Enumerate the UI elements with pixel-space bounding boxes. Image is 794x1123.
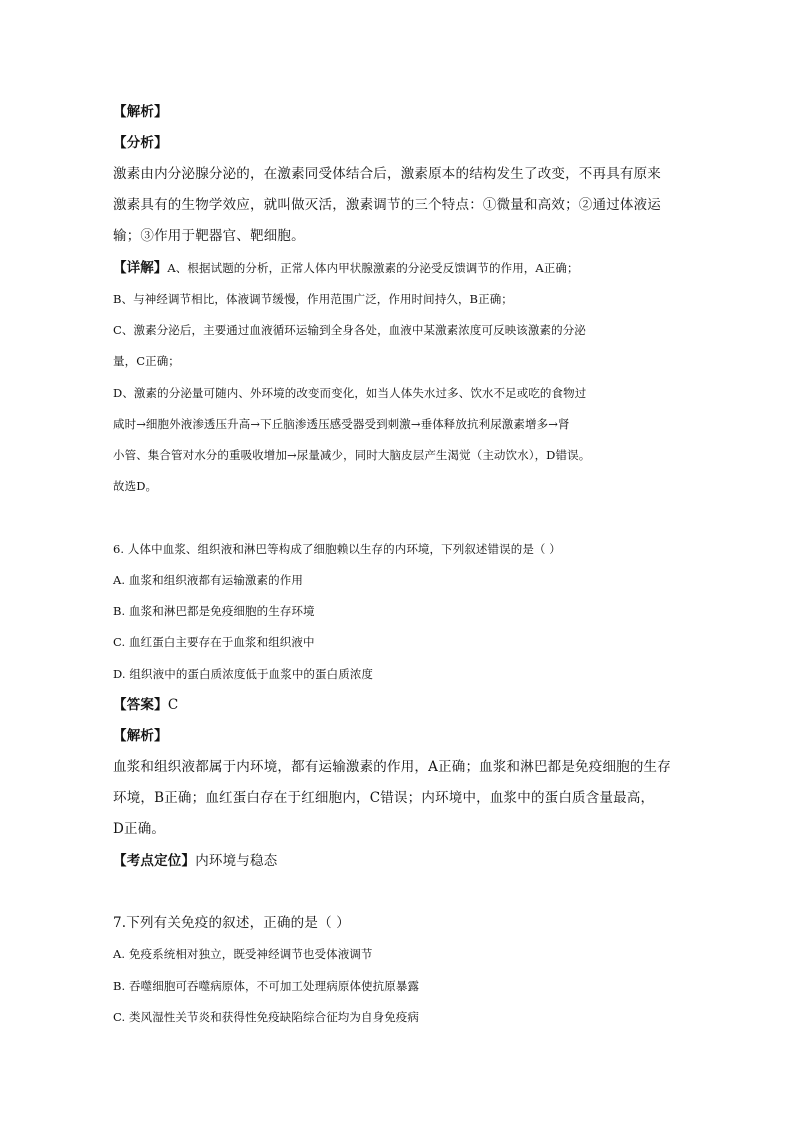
- xiangjie-label: 【详解】: [113, 260, 168, 276]
- q7-option-b: B. 吞噬细胞可吞噬病原体，不可加工处理病原体使抗原暴露: [113, 979, 420, 993]
- q6-jiexi-line-2: 环境，B正确；血红蛋白存在于红细胞内，C错误；内环境中，血浆中的蛋白质含量最高，: [113, 790, 655, 806]
- q6-jiexi-line-3: D正确。: [113, 821, 166, 837]
- xiangjie-a: A、根据试题的分析，正常人体内甲状腺激素的分泌受反馈调节的作用，A正确；: [167, 261, 579, 275]
- conclusion: 故选D。: [113, 479, 158, 493]
- q6-answer: [113, 695, 178, 715]
- fenxi-label: 【分析】: [113, 135, 168, 151]
- xiangjie-line: [113, 258, 579, 278]
- fenxi-line-1: 激素由内分泌腺分泌的，在激素同受体结合后，激素原本的结构发生了改变，不再具有原来: [113, 166, 661, 182]
- q6-jiexi-line-1: 血浆和组织液都属于内环境，都有运输激素的作用，A正确；血浆和淋巴都是免疫细胞的生存: [113, 759, 671, 775]
- detail-d-line-2: 咸时→细胞外液渗透压升高→下丘脑渗透压感受器受到刺激→垂体释放抗利尿激素增多→肾: [113, 417, 570, 431]
- q6-jiexi-label: 【解析】: [113, 728, 168, 744]
- q6-kaodian-label: 【考点定位】: [113, 853, 196, 869]
- q6-option-a: A. 血浆和组织液都有运输激素的作用: [113, 573, 303, 587]
- q6-option-d: D. 组织液中的蛋白质浓度低于血浆中的蛋白质浓度: [113, 667, 374, 681]
- detail-c-line-1: C、激素分泌后，主要通过血液循环运输到全身各处，血液中某激素浓度可反映该激素的分泌: [113, 323, 586, 337]
- detail-b-line: B、与神经调节相比，体液调节缓慢，作用范围广泛，作用时间持久，B正确；: [113, 292, 513, 306]
- q7-option-c: C. 类风湿性关节炎和获得性免疫缺陷综合征均为自身免疫病: [113, 1010, 419, 1024]
- fenxi-line-2: 激素具有的生物学效应，就叫做灭活，激素调节的三个特点：①微量和高效；②通过体液运: [113, 197, 661, 213]
- q6-question: 6. 人体中血浆、组织液和淋巴等构成了细胞赖以生存的内环境，下列叙述错误的是（ ）: [113, 542, 561, 556]
- q7-option-a: A. 免疫系统相对独立，既受神经调节也受体液调节: [113, 947, 373, 961]
- detail-d-line-1: D、激素的分泌量可随内、外环境的改变而变化，如当人体失水过多、饮水不足或吃的食物过: [113, 386, 587, 400]
- q6-kaodian: [113, 851, 277, 871]
- q6-option-c: C. 血红蛋白主要存在于血浆和组织液中: [113, 635, 315, 649]
- jiexi-label: 【解析】: [113, 104, 168, 120]
- q7-question: 7.下列有关免疫的叙述，正确的是（ ）: [113, 915, 350, 931]
- q6-answer-value: C: [167, 697, 179, 713]
- detail-c-line-2: 量，C正确；: [113, 354, 180, 368]
- q6-kaodian-value: 内环境与稳态: [195, 853, 278, 869]
- q6-option-b: B. 血浆和淋巴都是免疫细胞的生存环境: [113, 604, 315, 618]
- detail-d-line-3: 小管、集合管对水分的重吸收增加→尿量减少，同时大脑皮层产生渴觉（主动饮水），D错误。: [113, 448, 591, 462]
- q6-answer-label: 【答案】: [113, 697, 168, 713]
- fenxi-line-3: 输；③作用于靶器官、靶细胞。: [113, 228, 305, 244]
